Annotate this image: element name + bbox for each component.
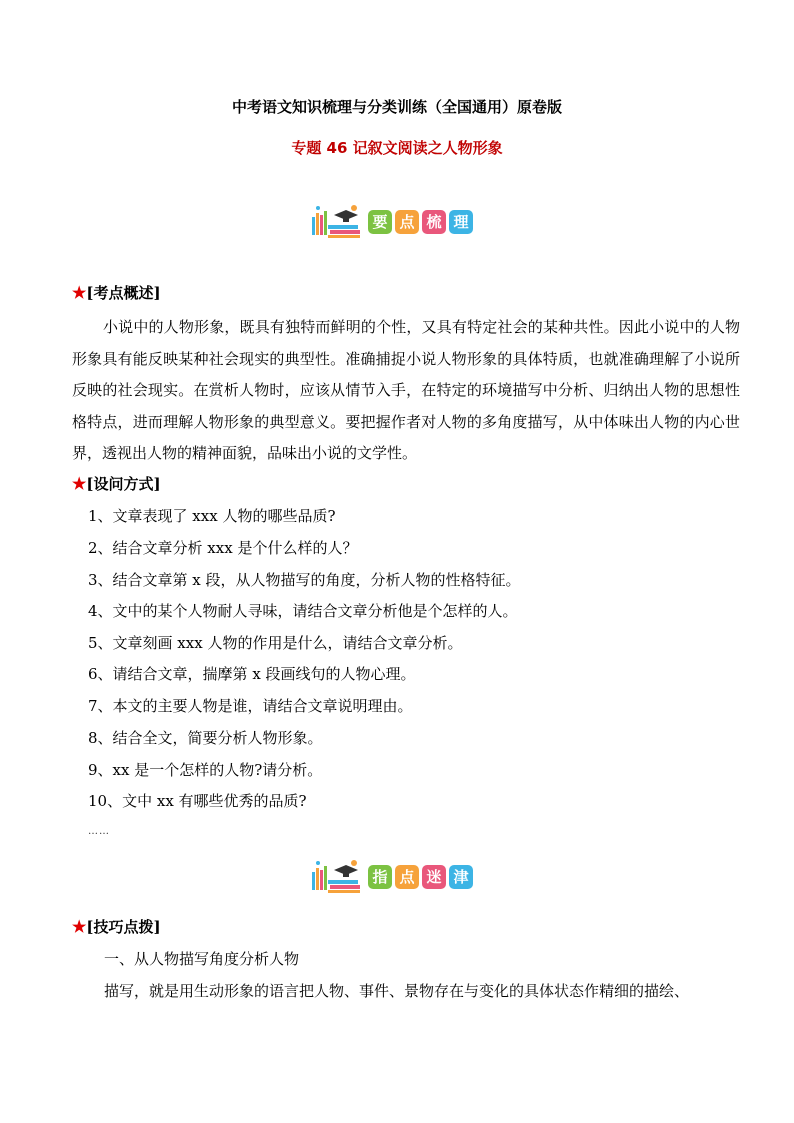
section-heading-questions bbox=[72, 473, 161, 494]
question-item: 4、文中的某个人物耐人寻味，请结合文章分析他是个怎样的人。 bbox=[88, 602, 518, 620]
section-heading-overview bbox=[72, 282, 161, 303]
question-item: 2、结合文章分析 xxx 是个什么样的人？ bbox=[88, 539, 358, 557]
banner-char: 点 bbox=[395, 210, 419, 234]
books-graduation-icon bbox=[310, 858, 366, 894]
star-icon: ★ bbox=[72, 474, 87, 493]
question-item: 5、文章刻画 xxx 人物的作用是什么，请结合文章分析。 bbox=[88, 634, 463, 652]
banner-key-points bbox=[310, 203, 490, 241]
banner-key-points-chars bbox=[368, 210, 473, 234]
heading-text: [考点概述] bbox=[86, 284, 161, 302]
question-item: 10、文中 xx 有哪些优秀的品质? bbox=[88, 792, 307, 810]
banner-guidance bbox=[310, 858, 490, 896]
question-item: 3、结合文章第 x 段，从人物描写的角度，分析人物的性格特征。 bbox=[88, 571, 521, 589]
question-item: 7、本文的主要人物是谁，请结合文章说明理由。 bbox=[88, 697, 413, 715]
question-item: 9、xx 是一个怎样的人物?请分析。 bbox=[88, 761, 323, 779]
document-title: 中考语文知识梳理与分类训练（全国通用）原卷版 bbox=[231, 98, 562, 116]
heading-text: [技巧点拨] bbox=[86, 918, 161, 936]
question-item: 8、结合全文，简要分析人物形象。 bbox=[88, 729, 323, 747]
banner-char: 梳 bbox=[422, 210, 446, 234]
banner-char: 迷 bbox=[422, 865, 446, 889]
document-subtitle: 专题 46 记叙文阅读之人物形象 bbox=[291, 139, 503, 157]
banner-guidance-chars bbox=[368, 865, 473, 889]
banner-char: 津 bbox=[449, 865, 473, 889]
heading-text: [设问方式] bbox=[86, 475, 161, 493]
star-icon: ★ bbox=[72, 283, 87, 302]
banner-char: 要 bbox=[368, 210, 392, 234]
banner-char: 点 bbox=[395, 865, 419, 889]
section-heading-tips bbox=[72, 916, 161, 937]
star-icon: ★ bbox=[72, 917, 87, 936]
question-item: 1、文章表现了 xxx 人物的哪些品质? bbox=[88, 507, 336, 525]
ellipsis: …… bbox=[88, 826, 110, 837]
books-graduation-icon bbox=[310, 203, 366, 239]
tips-subheading: 一、从人物描写角度分析人物 bbox=[104, 950, 300, 968]
overview-paragraph: 小说中的人物形象，既具有独特而鲜明的个性，又具有特定社会的某种共性。因此小说中的人物形象具有能反映某种社会现实的典型性。准确捕捉小说人物形象的具体特质，也就准确理解了小说所反映的社会现实。在赏析人物时，应该从情节入手，在特定的环境描写中分析、归纳出人物的思想性格特点，进而理解人物形象的典型意义。要把握作者对人物的多角度描写，从中体味出人物的内心世界，透视出人物的精神面貌，品味出小说的文学性。 bbox=[72, 318, 740, 462]
tips-paragraph: 描写，就是用生动形象的语言把人物、事件、景物存在与变化的具体状态作精细的描绘、 bbox=[104, 982, 690, 1000]
banner-char: 理 bbox=[449, 210, 473, 234]
banner-char: 指 bbox=[368, 865, 392, 889]
question-item: 6、请结合文章，揣摩第 x 段画线句的人物心理。 bbox=[88, 665, 416, 683]
